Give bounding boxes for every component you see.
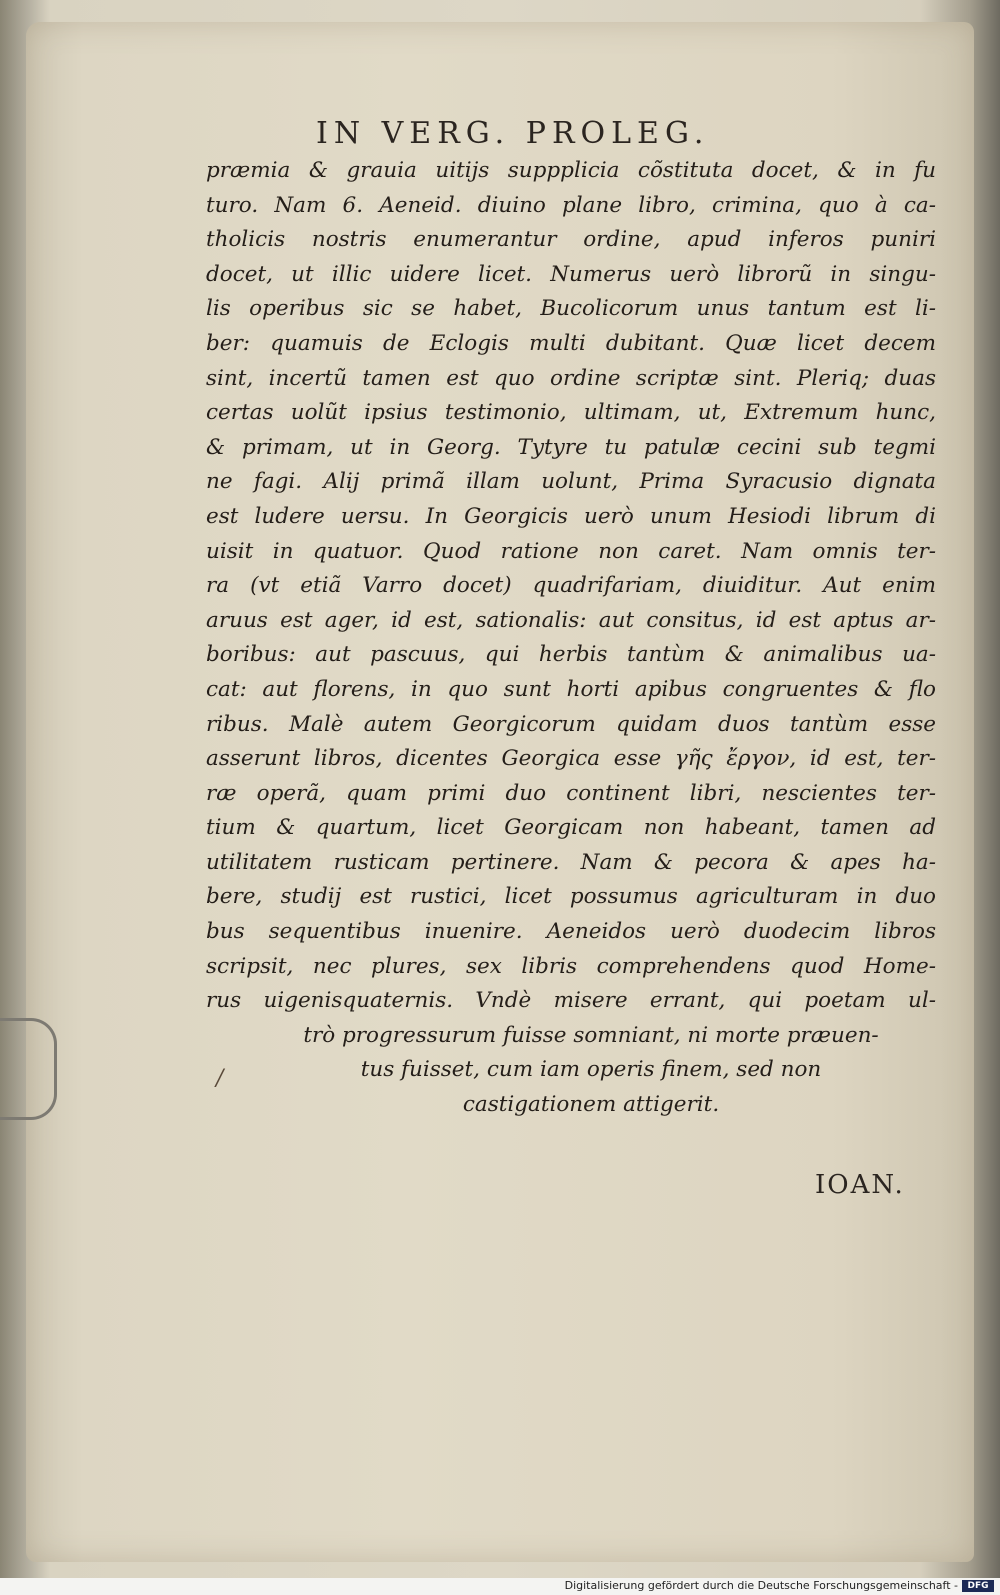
dfg-logo: DFG xyxy=(962,1580,994,1592)
text-line: scripsit, nec plures, sex libris comprehendens quod Home- xyxy=(206,953,936,979)
text-line: certas uolũt ipsius testimonio, ultimam, ut, Extremum hunc, xyxy=(206,400,936,426)
text-line: bus sequentibus inuenire. Aeneidos uerò duodecim libros xyxy=(206,919,936,945)
text-line: uisit in quatuor. Quod ratione non caret. Nam omnis ter- xyxy=(206,538,936,564)
footer-credit: Digitalisierung gefördert durch die Deutsche Forschungsgemeinschaft - xyxy=(564,1579,958,1592)
text-line: ribus. Malè autem Georgicorum quidam duos tantùm esse xyxy=(206,711,936,737)
text-line: trò progressurum fuisse somniant, ni morte præuen- xyxy=(303,1022,879,1048)
text-line: ræ operã, quam primi duo continent libri, nescientes ter- xyxy=(206,780,936,806)
catchword: IOAN. xyxy=(815,1170,905,1200)
text-line: lis operibus sic se habet, Bucolicorum unus tantum est li- xyxy=(206,296,936,322)
text-line: ra (vt etiã Varro docet) quadrifariam, diuiditur. Aut enim xyxy=(206,573,936,599)
text-line: præmia & grauia uitijs suppplicia cõstituta docet, & in fu xyxy=(206,158,936,183)
text-line: ber: quamuis de Eclogis multi dubitant. Quæ licet decem xyxy=(206,330,936,356)
text-line: aruus est ager, id est, sationalis: aut consitus, id est aptus ar- xyxy=(206,607,936,633)
text-line: est ludere uersu. In Georgicis uerò unum Hesiodi librum di xyxy=(206,503,936,529)
text-line: asserunt libros, dicentes Georgica esse γῆς ἔργον, id est, ter- xyxy=(206,746,936,772)
text-line: tus fuisset, cum iam operis finem, sed non xyxy=(360,1057,822,1083)
text-line: ne fagi. Alij primã illam uolunt, Prima Syracusio dignata xyxy=(206,469,936,495)
text-line: boribus: aut pascuus, qui herbis tantùm & animalibus ua- xyxy=(206,642,936,668)
text-line: rus uigenisquaternis. Vndè misere errant, qui poetam ul- xyxy=(206,988,936,1014)
footer-bar xyxy=(0,1578,1000,1595)
running-title: IN VERG. PROLEG. xyxy=(316,116,710,151)
text-line: castigationem attigerit. xyxy=(462,1092,720,1118)
text-line: tholicis nostris enumerantur ordine, apud inferos puniri xyxy=(206,227,936,253)
text-line: sint, incertũ tamen est quo ordine scriptæ sint. Pleriq; duas xyxy=(206,365,936,391)
margin-mark: / xyxy=(216,1066,224,1091)
text-line: & primam, ut in Georg. Tytyre tu patulæ cecini sub tegmi xyxy=(206,434,936,460)
text-line: utilitatem rusticam pertinere. Nam & pecora & apes ha- xyxy=(206,849,936,875)
text-line: bere, studij est rustici, licet possumus agriculturam in duo xyxy=(206,884,936,910)
page-clip xyxy=(0,1018,57,1120)
text-line: turo. Nam 6. Aeneid. diuino plane libro, crimina, quo à ca- xyxy=(206,192,936,218)
text-line: tium & quartum, licet Georgicam non habeant, tamen ad xyxy=(206,815,936,841)
text-line: cat: aut florens, in quo sunt horti apibus congruentes & flo xyxy=(206,676,936,702)
body-text xyxy=(206,154,936,1123)
text-line: docet, ut illic uidere licet. Numerus uerò librorũ in singu- xyxy=(206,261,936,287)
